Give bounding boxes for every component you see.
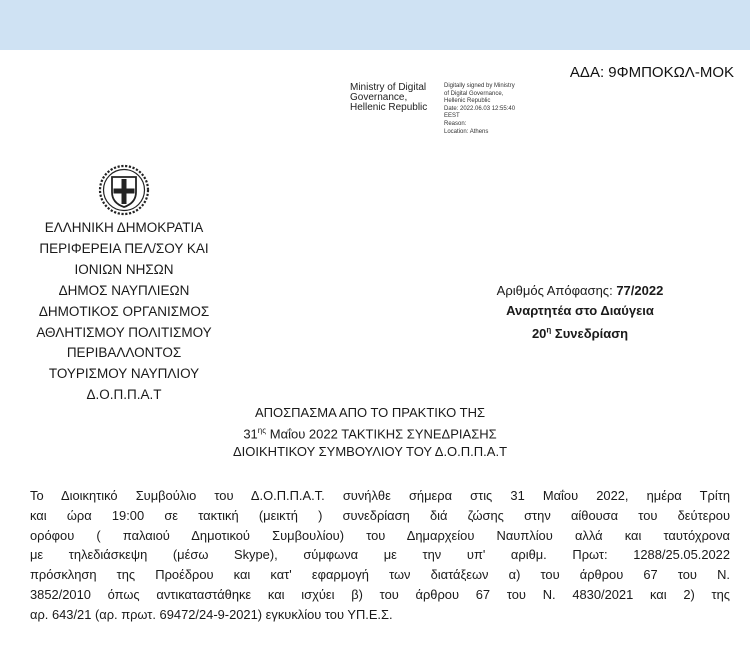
signature-detail-line: Hellenic Republic	[444, 98, 491, 105]
org-line: ΤΟΥΡΙΣΜΟΥ ΝΑΥΠΛΙΟΥ	[48, 366, 200, 382]
signature-detail-line: of Digital Governance,	[444, 90, 504, 97]
org-line: Δ.Ο.Π.Π.Α.Τ	[86, 387, 162, 403]
digital-signature-details	[444, 83, 515, 136]
top-bar	[0, 0, 750, 50]
organization-header	[18, 218, 230, 406]
excerpt-line: $31^{\eta\varsigma}$ Μαΐου 2022 ΤΑΚΤΙΚΗΣ ΣΥΝΕΔΡΙΑΣΗΣ	[243, 426, 497, 442]
decision-info	[470, 281, 690, 344]
hellenic-emblem-icon	[96, 162, 152, 218]
body-line: Το Διοικητικό Συμβούλιο του Δ.Ο.Π.Π.Α.Τ. συνήλθε σήμερα στις 31 Μαΐου 2022, ημέρα Τρίτη	[30, 488, 730, 503]
digital-signature-signer	[350, 83, 427, 113]
signature-detail-line: Location: Athens	[444, 128, 489, 135]
body-line: πρόσκληση της Προέδρου και κατ' εφαρμογή των διατάξεων α) του άρθρου 67 του Ν.	[30, 567, 730, 583]
org-line: ΠΕΡΙΦΕΡΕΙΑ ΠΕΛ/ΣΟΥ ΚΑΙ	[39, 240, 209, 256]
body-line: ορόφου ( παλαιού Δημοτικού Συμβουλίου) του Δημαρχείου Ναυπλίου αλλά και ταυτόχρονα	[30, 527, 730, 543]
org-line: ΕΛΛΗΝΙΚΗ ΔΗΜΟΚΡΑΤΙΑ	[44, 220, 204, 235]
org-line: ΙΟΝΙΩΝ ΝΗΣΩΝ	[74, 261, 174, 277]
excerpt-line: ΑΠΟΣΠΑΣΜΑ ΑΠΟ ΤΟ ΠΡΑΚΤΙΚΟ ΤΗΣ	[254, 405, 486, 420]
signature-detail-line: Digitally signed by Ministry	[444, 83, 515, 89]
minutes-excerpt-title	[160, 404, 580, 461]
body-paragraph	[30, 486, 730, 625]
signature-detail-line: Reason:	[444, 120, 467, 127]
org-line: ΠΕΡΙΒΑΛΛΟΝΤΟΣ	[66, 345, 182, 361]
org-line: ΔΗΜΟΤΙΚΟΣ ΟΡΓΑΝΙΣΜΟΣ	[38, 303, 210, 319]
signature-detail-line: EEST	[444, 113, 460, 120]
signer-line: Hellenic Republic	[350, 102, 428, 113]
signature-detail-line: Date: 2022.06.03 12:55:40	[444, 105, 516, 112]
decision-number	[470, 281, 690, 301]
excerpt-line: ΔΙΟΙΚΗΤΙΚΟΥ ΣΥΜΒΟΥΛΙΟΥ ΤΟΥ Δ.Ο.Π.Π.Α.Τ	[232, 444, 508, 460]
org-line: ΑΘΛΗΤΙΣΜΟΥ ΠΟΛΙΤΙΣΜΟΥ	[36, 324, 212, 340]
body-line: αρ. 643/21 (αρ. πρωτ. 69472/24-9-2021) εγκυκλίου του ΥΠ.Ε.Σ.	[30, 606, 393, 622]
body-line: με τηλεδιάσκεψη (μέσω Skype), σύμφωνα με την υπ' αριθμ. Πρωτ: 1288/25.05.2022	[30, 547, 730, 563]
ada-code: ΑΔΑ: 9ΦΜΠΟΚΩΛ-ΜΟΚ	[569, 64, 734, 81]
signer-line: Ministry of Digital	[350, 82, 427, 93]
diavgeia-note: Αναρτητέα στο Διαύγεια	[506, 303, 654, 318]
decision-number-value: 77/2022	[616, 283, 664, 298]
decision-number-label: Αριθμός Απόφασης:	[496, 283, 613, 298]
org-line: ΔΗΜΟΣ ΝΑΥΠΛΙΕΩΝ	[58, 282, 190, 298]
signer-line: Governance,	[350, 92, 408, 103]
session-number: $20^\eta$ Συνεδρίαση	[531, 326, 629, 342]
body-line: και ώρα 19:00 σε τακτική (μεικτή ) συνεδρίαση διά ζώσης στην αίθουσα του δεύτερου	[30, 507, 730, 523]
body-line: 3852/2010 όπως αντικαταστάθηκε και ισχύει β) του άρθρου 67 του Ν. 4830/2021 και 2) της	[30, 586, 730, 602]
